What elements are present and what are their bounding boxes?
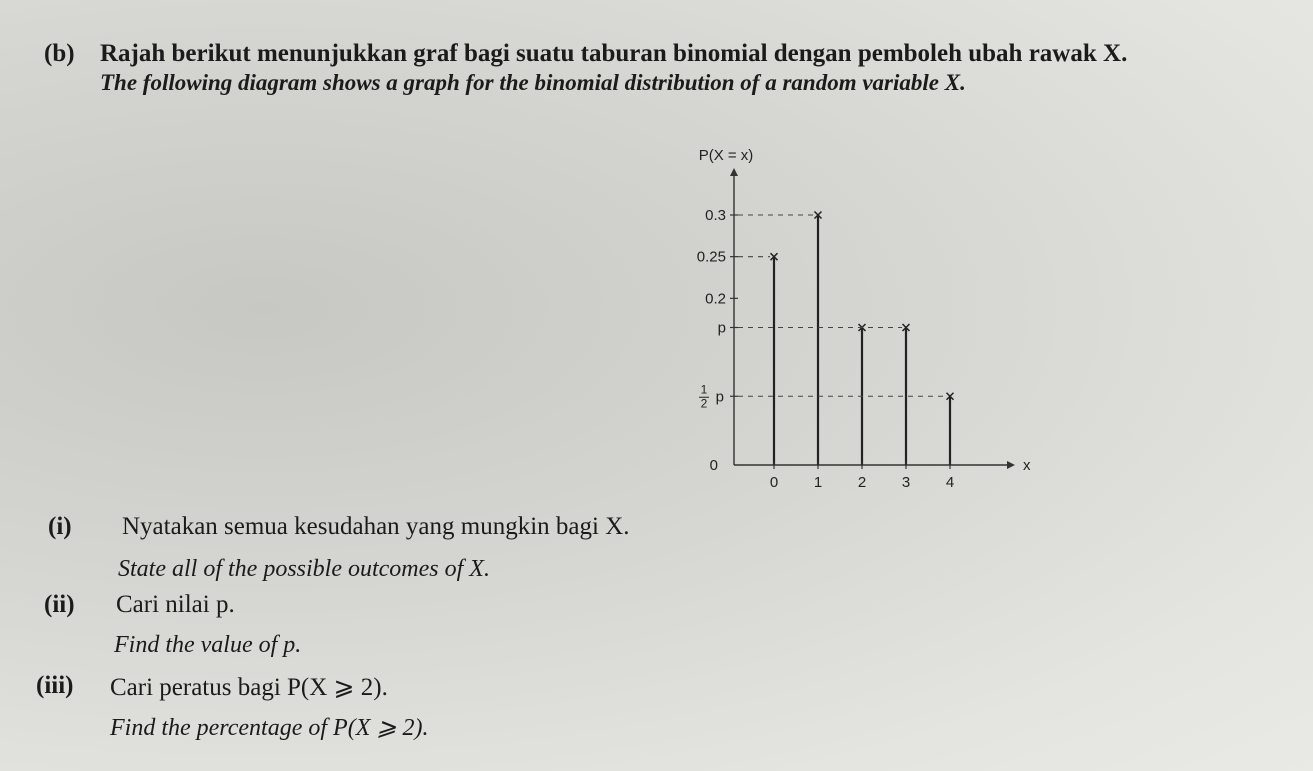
part-iii-english: Find the percentage of P(X ⩾ 2). <box>110 715 429 741</box>
binomial-chart <box>660 130 1060 505</box>
part-iii-label: (iii) <box>36 672 74 699</box>
part-ii-label: (ii) <box>44 591 75 618</box>
x-tick-label: 4 <box>945 474 955 491</box>
fraction-numerator: 1 <box>700 382 708 397</box>
x-tick-label: 0 <box>769 474 779 491</box>
part-ii-malay: Cari nilai p. <box>116 591 235 618</box>
x-tick-label: 2 <box>857 474 867 491</box>
x-tick-label: 1 <box>813 474 823 491</box>
y-tick-label-half-p <box>699 382 724 410</box>
y-tick-label: 0.2 <box>705 290 726 308</box>
y-axis-label: P(X = x) <box>698 147 754 164</box>
y-tick-label: 0.3 <box>705 207 726 224</box>
y-axis-arrow <box>730 168 738 176</box>
part-i-label: (i) <box>48 513 72 540</box>
intro-malay-text: Rajah berikut menunjukkan graf bagi suatu taburan binomial dengan pemboleh ubah rawak X. <box>100 40 1128 67</box>
intro-english-text: The following diagram shows a graph for the binomial distribution of a random variable X. <box>100 70 966 95</box>
fraction-symbol: p <box>715 388 724 406</box>
part-iii-malay: Cari peratus bagi P(X ⩾ 2). <box>110 674 388 701</box>
x-tick-label: 3 <box>901 474 911 491</box>
part-i-english: State all of the possible outcomes of X. <box>118 556 490 582</box>
y-tick-label: 0.25 <box>696 248 726 266</box>
part-ii-english: Find the value of p. <box>114 632 302 658</box>
x-axis-label: x <box>1023 457 1031 474</box>
part-b-label: (b) <box>44 40 75 67</box>
y-tick-label: p <box>717 319 726 337</box>
x-axis-arrow <box>1007 461 1015 469</box>
origin-label: 0 <box>709 457 718 474</box>
part-i-malay: Nyatakan semua kesudahan yang mungkin bagi X. <box>122 513 630 540</box>
fraction-denominator: 2 <box>700 396 708 411</box>
